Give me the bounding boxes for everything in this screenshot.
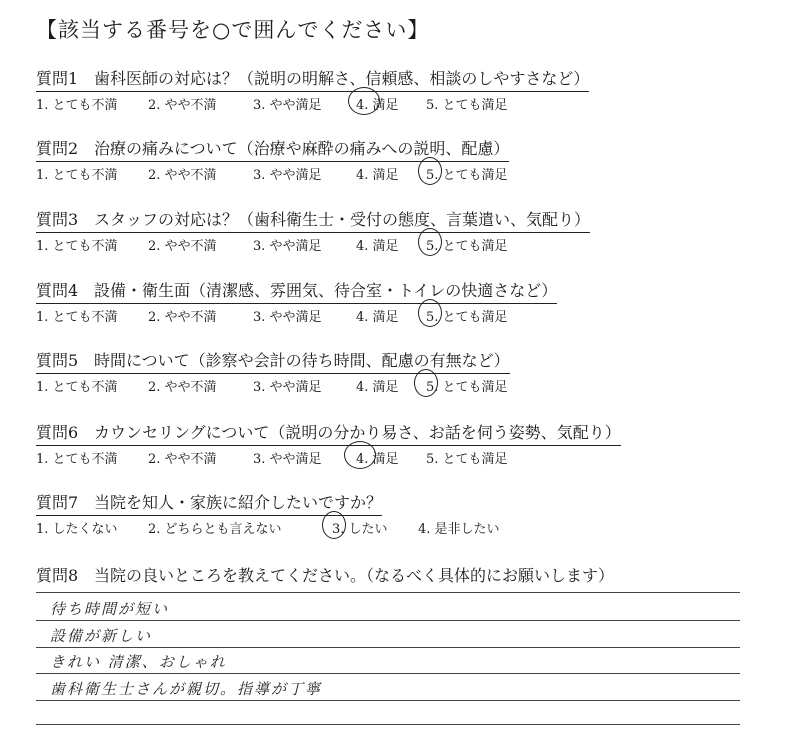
q6-option-2[interactable]: 2. やや不満 — [148, 452, 217, 467]
question-3-title — [36, 207, 590, 233]
q1-option-1[interactable]: 1. とても不満 — [36, 98, 118, 113]
question-8 — [36, 563, 614, 586]
question-5 — [36, 348, 510, 374]
q5-option-5[interactable]: 5. とても満足 — [426, 380, 508, 395]
question-4-text: 設備・衛生面（清潔感、雰囲気、待合室・トイレの快適さなど） — [94, 281, 558, 300]
q3-option-1[interactable]: 1. とても不満 — [36, 239, 118, 254]
q4-option-5[interactable]: 5. とても満足 — [426, 310, 508, 325]
answer-line — [36, 724, 740, 725]
q5-option-2[interactable]: 2. やや不満 — [148, 380, 217, 395]
question-2-text: 治療の痛みについて（治療や麻酔の痛みへの説明、配慮） — [94, 139, 510, 158]
q1-answer-circle — [348, 87, 380, 115]
q7-option-4[interactable]: 4. 是非したい — [418, 522, 500, 537]
question-5-label: 質問5 — [36, 351, 79, 370]
question-8-label: 質問8 — [36, 566, 79, 585]
q5-option-4[interactable]: 4. 満足 — [356, 380, 399, 395]
q8-answer-3: きれい 清潔、おしゃれ — [50, 653, 227, 671]
question-4-label: 質問4 — [36, 281, 79, 300]
question-3-label: 質問3 — [36, 210, 79, 229]
question-1-title — [36, 66, 589, 92]
question-5-text: 時間について（診察や会計の待ち時間、配慮の有無など） — [94, 351, 510, 370]
question-2-label: 質問2 — [36, 139, 79, 158]
q8-answer-2: 設備が新しい — [50, 627, 153, 645]
q2-option-3[interactable]: 3. やや満足 — [253, 168, 322, 183]
question-6-text: カウンセリングについて（説明の分かり易さ、お話を伺う姿勢、気配り） — [94, 423, 621, 442]
q3-answer-circle — [418, 228, 442, 256]
q1-option-4[interactable]: 4. 満足 — [356, 98, 399, 113]
q7-option-1[interactable]: 1. したくない — [36, 522, 118, 537]
q3-option-5[interactable]: 5. とても満足 — [426, 239, 508, 254]
q2-option-4[interactable]: 4. 満足 — [356, 168, 399, 183]
answer-line — [36, 673, 740, 674]
q5-option-3[interactable]: 3. やや満足 — [253, 380, 322, 395]
q2-option-1[interactable]: 1. とても不満 — [36, 168, 118, 183]
q6-option-4[interactable]: 4. 満足 — [356, 452, 399, 467]
answer-line — [36, 647, 740, 648]
question-5-title — [36, 348, 510, 374]
question-1-text: 歯科医師の対応は？（説明の明解さ、信頼感、相談のしやすさなど） — [94, 69, 590, 88]
question-6-title — [36, 420, 621, 446]
q6-option-3[interactable]: 3. やや満足 — [253, 452, 322, 467]
question-4 — [36, 278, 557, 304]
q4-option-4[interactable]: 4. 満足 — [356, 310, 399, 325]
q6-option-1[interactable]: 1. とても不満 — [36, 452, 118, 467]
q4-option-1[interactable]: 1. とても不満 — [36, 310, 118, 325]
q4-option-2[interactable]: 2. やや不満 — [148, 310, 217, 325]
q7-option-2[interactable]: 2. どちらとも言えない — [148, 522, 282, 537]
q2-option-5[interactable]: 5. とても満足 — [426, 168, 508, 183]
q4-answer-circle — [418, 299, 442, 327]
q1-option-2[interactable]: 2. やや不満 — [148, 98, 217, 113]
answer-line — [36, 700, 740, 701]
question-2-title — [36, 136, 509, 162]
q2-answer-circle — [418, 157, 442, 185]
q6-option-5[interactable]: 5. とても満足 — [426, 452, 508, 467]
question-4-title — [36, 278, 557, 304]
q3-option-3[interactable]: 3. やや満足 — [253, 239, 322, 254]
q1-option-3[interactable]: 3. やや満足 — [253, 98, 322, 113]
answer-line — [36, 592, 740, 593]
survey-heading: 【該当する番号を○で囲んでください】 — [36, 18, 430, 42]
q5-option-1[interactable]: 1. とても不満 — [36, 380, 118, 395]
q5-answer-circle — [414, 369, 438, 397]
q3-option-4[interactable]: 4. 満足 — [356, 239, 399, 254]
q2-option-2[interactable]: 2. やや不満 — [148, 168, 217, 183]
question-3 — [36, 207, 590, 233]
q7-option-3[interactable]: 3. したい — [332, 522, 388, 537]
question-7-text: 当院を知人・家族に紹介したいですか？ — [94, 493, 383, 512]
q8-answer-4: 歯科衛生士さんが親切。指導が丁寧 — [50, 680, 323, 698]
answer-line — [36, 620, 740, 621]
q7-answer-circle — [322, 511, 346, 539]
question-1 — [36, 66, 589, 92]
q8-answer-1: 待ち時間が短い — [50, 600, 170, 618]
q1-option-5[interactable]: 5. とても満足 — [426, 98, 508, 113]
q3-option-2[interactable]: 2. やや不満 — [148, 239, 217, 254]
question-6 — [36, 420, 621, 446]
question-6-label: 質問6 — [36, 423, 79, 442]
question-1-label: 質問1 — [36, 69, 79, 88]
question-7-label: 質問7 — [36, 493, 79, 512]
question-8-text: 当院の良いところを教えてください。（なるべく具体的にお願いします） — [94, 566, 615, 585]
q6-answer-circle — [344, 441, 376, 469]
question-3-text: スタッフの対応は？（歯科衛生士・受付の態度、言葉遣い、気配り） — [94, 210, 591, 229]
question-2 — [36, 136, 509, 162]
q4-option-3[interactable]: 3. やや満足 — [253, 310, 322, 325]
